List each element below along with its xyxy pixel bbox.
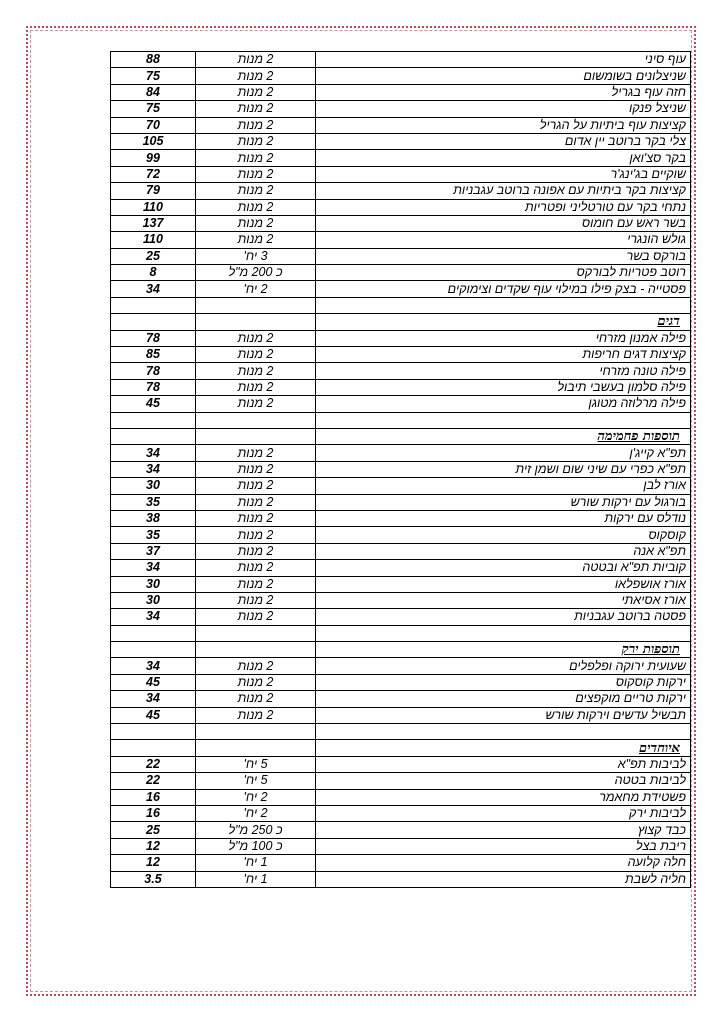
- item-name: פילה אמנון מזרחי: [316, 330, 691, 346]
- table-row: [111, 101, 691, 117]
- item-quantity: 2 מנות: [196, 527, 316, 543]
- item-price: 45: [111, 396, 196, 412]
- spacer-cell: [111, 724, 196, 740]
- item-name: שניצלונים בשומשום: [316, 68, 691, 84]
- item-name: פשטידת מחאמר: [316, 789, 691, 805]
- item-name: נודלס עם ירקות: [316, 510, 691, 526]
- spacer-row: [111, 412, 691, 428]
- item-quantity: 2 מנות: [196, 396, 316, 412]
- spacer-row: [111, 625, 691, 641]
- item-quantity: 2 מנות: [196, 674, 316, 690]
- item-quantity: 1 יח': [196, 855, 316, 871]
- item-quantity: 2 מנות: [196, 232, 316, 248]
- item-quantity: 2 מנות: [196, 658, 316, 674]
- item-price: 110: [111, 232, 196, 248]
- table-row: [111, 265, 691, 281]
- item-quantity: 2 מנות: [196, 166, 316, 182]
- item-quantity: 2 מנות: [196, 707, 316, 723]
- item-quantity: 2 מנות: [196, 183, 316, 199]
- item-price: 12: [111, 855, 196, 871]
- table-row: [111, 183, 691, 199]
- item-name: שניצל פנקו: [316, 101, 691, 117]
- item-quantity: 2 מנות: [196, 379, 316, 395]
- item-quantity: כ 250 מ"ל: [196, 822, 316, 838]
- item-name: בשר ראש עם חומוס: [316, 215, 691, 231]
- item-price: 79: [111, 183, 196, 199]
- table-row: [111, 773, 691, 789]
- item-name: לביבות ירק: [316, 805, 691, 821]
- table-row: [111, 445, 691, 461]
- item-quantity: 2 מנות: [196, 84, 316, 100]
- item-quantity: 2 מנות: [196, 445, 316, 461]
- section-empty-cell: [111, 740, 196, 756]
- table-row: [111, 330, 691, 346]
- item-quantity: 2 מנות: [196, 199, 316, 215]
- spacer-cell: [316, 724, 691, 740]
- item-name: כבד קצוץ: [316, 822, 691, 838]
- section-empty-cell: [196, 314, 316, 330]
- item-name: קציצות עוף ביתיות על הגריל: [316, 117, 691, 133]
- table-row: [111, 822, 691, 838]
- item-name: חזה עוף בגריל: [316, 84, 691, 100]
- item-quantity: כ 100 מ"ל: [196, 838, 316, 854]
- item-price: 34: [111, 445, 196, 461]
- item-name: פילה סלמון בעשבי תיבול: [316, 379, 691, 395]
- table-row: [111, 543, 691, 559]
- item-price: 3.5: [111, 871, 196, 887]
- table-row: [111, 609, 691, 625]
- item-name: תפ"א קייג'ן: [316, 445, 691, 461]
- item-price: 72: [111, 166, 196, 182]
- item-quantity: 2 מנות: [196, 560, 316, 576]
- table-row: [111, 52, 691, 68]
- table-row: [111, 232, 691, 248]
- item-quantity: 5 יח': [196, 756, 316, 772]
- menu-table: [110, 51, 691, 888]
- item-name: בקר סצ'ואן: [316, 150, 691, 166]
- table-row: [111, 707, 691, 723]
- item-name: קציצות דגים חריפות: [316, 347, 691, 363]
- item-price: 34: [111, 609, 196, 625]
- item-price: 85: [111, 347, 196, 363]
- table-row: [111, 805, 691, 821]
- item-name: פסטייה - בצק פילו במילוי עוף שקדים וצימוקים: [316, 281, 691, 297]
- table-row: [111, 363, 691, 379]
- item-price: 16: [111, 805, 196, 821]
- item-name: ירקות קוסקוס: [316, 674, 691, 690]
- item-name: לביבות תפ"א: [316, 756, 691, 772]
- section-title: דגים: [316, 314, 691, 330]
- item-price: 16: [111, 789, 196, 805]
- item-price: 45: [111, 674, 196, 690]
- table-row: [111, 461, 691, 477]
- item-price: 99: [111, 150, 196, 166]
- table-row: [111, 379, 691, 395]
- item-name: ריבת בצל: [316, 838, 691, 854]
- item-price: 30: [111, 478, 196, 494]
- item-price: 105: [111, 133, 196, 149]
- item-name: פילה טונה מזרחי: [316, 363, 691, 379]
- item-name: נתחי בקר עם טורטליני ופטריות: [316, 199, 691, 215]
- item-name: אורז אושפלאו: [316, 576, 691, 592]
- section-title: איוחדים: [316, 740, 691, 756]
- item-name: תבשיל עדשים וירקות שורש: [316, 707, 691, 723]
- item-name: אורז לבן: [316, 478, 691, 494]
- item-price: 12: [111, 838, 196, 854]
- item-price: 22: [111, 756, 196, 772]
- item-quantity: 2 מנות: [196, 510, 316, 526]
- section-empty-cell: [196, 740, 316, 756]
- item-name: בורקס בשר: [316, 248, 691, 264]
- table-row: [111, 560, 691, 576]
- item-quantity: 2 יח': [196, 805, 316, 821]
- section-empty-cell: [111, 642, 196, 658]
- table-row: [111, 789, 691, 805]
- table-row: [111, 592, 691, 608]
- item-name: גולש הונגרי: [316, 232, 691, 248]
- spacer-cell: [316, 297, 691, 313]
- table-row: [111, 691, 691, 707]
- item-price: 30: [111, 576, 196, 592]
- table-row: [111, 199, 691, 215]
- item-price: 30: [111, 592, 196, 608]
- item-quantity: 2 מנות: [196, 215, 316, 231]
- section-header-row: [111, 642, 691, 658]
- item-price: 34: [111, 691, 196, 707]
- item-price: 110: [111, 199, 196, 215]
- spacer-cell: [316, 412, 691, 428]
- item-name: תפ"א כפרי עם שיני שום ושמן זית: [316, 461, 691, 477]
- item-name: שוקיים בג'ינג'ר: [316, 166, 691, 182]
- item-quantity: 2 מנות: [196, 68, 316, 84]
- item-quantity: 1 יח': [196, 871, 316, 887]
- item-price: 8: [111, 265, 196, 281]
- item-name: תפ"א אנה: [316, 543, 691, 559]
- item-quantity: 2 מנות: [196, 363, 316, 379]
- menu-table-body: [111, 52, 691, 888]
- table-row: [111, 756, 691, 772]
- table-row: [111, 674, 691, 690]
- item-price: 70: [111, 117, 196, 133]
- item-price: 34: [111, 461, 196, 477]
- spacer-cell: [111, 625, 196, 641]
- spacer-cell: [196, 625, 316, 641]
- item-price: 75: [111, 101, 196, 117]
- item-quantity: 2 מנות: [196, 133, 316, 149]
- item-price: 35: [111, 527, 196, 543]
- item-price: 88: [111, 52, 196, 68]
- table-row: [111, 84, 691, 100]
- table-row: [111, 347, 691, 363]
- spacer-cell: [111, 412, 196, 428]
- table-row: [111, 838, 691, 854]
- item-quantity: 2 מנות: [196, 576, 316, 592]
- item-quantity: 2 מנות: [196, 543, 316, 559]
- item-quantity: 5 יח': [196, 773, 316, 789]
- section-header-row: [111, 314, 691, 330]
- item-name: פסטה ברוטב עגבניות: [316, 609, 691, 625]
- item-price: 75: [111, 68, 196, 84]
- table-row: [111, 396, 691, 412]
- item-price: 35: [111, 494, 196, 510]
- section-empty-cell: [196, 428, 316, 444]
- item-quantity: 2 יח': [196, 789, 316, 805]
- item-quantity: 2 מנות: [196, 52, 316, 68]
- table-row: [111, 117, 691, 133]
- table-row: [111, 215, 691, 231]
- item-quantity: 2 מנות: [196, 461, 316, 477]
- item-price: 84: [111, 84, 196, 100]
- item-quantity: 2 יח': [196, 281, 316, 297]
- item-price: 78: [111, 363, 196, 379]
- item-name: פילה מרלוזה מטוגן: [316, 396, 691, 412]
- item-quantity: 2 מנות: [196, 691, 316, 707]
- item-price: 34: [111, 560, 196, 576]
- item-quantity: כ 200 מ"ל: [196, 265, 316, 281]
- table-row: [111, 248, 691, 264]
- table-row: [111, 478, 691, 494]
- table-row: [111, 133, 691, 149]
- item-quantity: 2 מנות: [196, 330, 316, 346]
- item-price: 78: [111, 330, 196, 346]
- table-row: [111, 68, 691, 84]
- table-row: [111, 150, 691, 166]
- item-name: קוביות תפ"א ובטטה: [316, 560, 691, 576]
- spacer-cell: [196, 724, 316, 740]
- item-name: צלי בקר ברוטב יין אדום: [316, 133, 691, 149]
- item-quantity: 2 מנות: [196, 347, 316, 363]
- table-row: [111, 871, 691, 887]
- item-quantity: 2 מנות: [196, 101, 316, 117]
- section-title: תוספות ירק: [316, 642, 691, 658]
- item-name: לביבות בטטה: [316, 773, 691, 789]
- item-price: 34: [111, 281, 196, 297]
- item-price: 38: [111, 510, 196, 526]
- item-price: 78: [111, 379, 196, 395]
- item-quantity: 2 מנות: [196, 592, 316, 608]
- section-empty-cell: [111, 314, 196, 330]
- item-quantity: 2 מנות: [196, 478, 316, 494]
- item-quantity: 2 מנות: [196, 494, 316, 510]
- section-title: תוספות פחמימה: [316, 428, 691, 444]
- item-name: חליה לשבת: [316, 871, 691, 887]
- item-price: 25: [111, 822, 196, 838]
- table-row: [111, 576, 691, 592]
- item-quantity: 2 מנות: [196, 609, 316, 625]
- spacer-cell: [196, 412, 316, 428]
- item-quantity: 2 מנות: [196, 117, 316, 133]
- section-empty-cell: [196, 642, 316, 658]
- table-row: [111, 510, 691, 526]
- item-quantity: 3 יח': [196, 248, 316, 264]
- item-name: בורגול עם ירקות שורש: [316, 494, 691, 510]
- table-row: [111, 527, 691, 543]
- spacer-cell: [196, 297, 316, 313]
- spacer-cell: [316, 625, 691, 641]
- item-name: חלה קלועה: [316, 855, 691, 871]
- table-row: [111, 281, 691, 297]
- table-row: [111, 855, 691, 871]
- table-row: [111, 658, 691, 674]
- item-name: קוסקוס: [316, 527, 691, 543]
- item-name: ירקות טריים מוקפצים: [316, 691, 691, 707]
- item-name: קציצות בקר ביתיות עם אפונה ברוטב עגבניות: [316, 183, 691, 199]
- spacer-row: [111, 297, 691, 313]
- item-price: 34: [111, 658, 196, 674]
- item-price: 137: [111, 215, 196, 231]
- table-row: [111, 494, 691, 510]
- spacer-row: [111, 724, 691, 740]
- item-price: 25: [111, 248, 196, 264]
- spacer-cell: [111, 297, 196, 313]
- item-quantity: 2 מנות: [196, 150, 316, 166]
- item-name: עוף סיני: [316, 52, 691, 68]
- item-name: רוטב פטריות לבורקס: [316, 265, 691, 281]
- item-name: שעועית ירוקה ופלפלים: [316, 658, 691, 674]
- item-price: 37: [111, 543, 196, 559]
- item-price: 22: [111, 773, 196, 789]
- section-empty-cell: [111, 428, 196, 444]
- item-price: 45: [111, 707, 196, 723]
- item-name: אורז אסיאתי: [316, 592, 691, 608]
- table-row: [111, 166, 691, 182]
- section-header-row: [111, 428, 691, 444]
- section-header-row: [111, 740, 691, 756]
